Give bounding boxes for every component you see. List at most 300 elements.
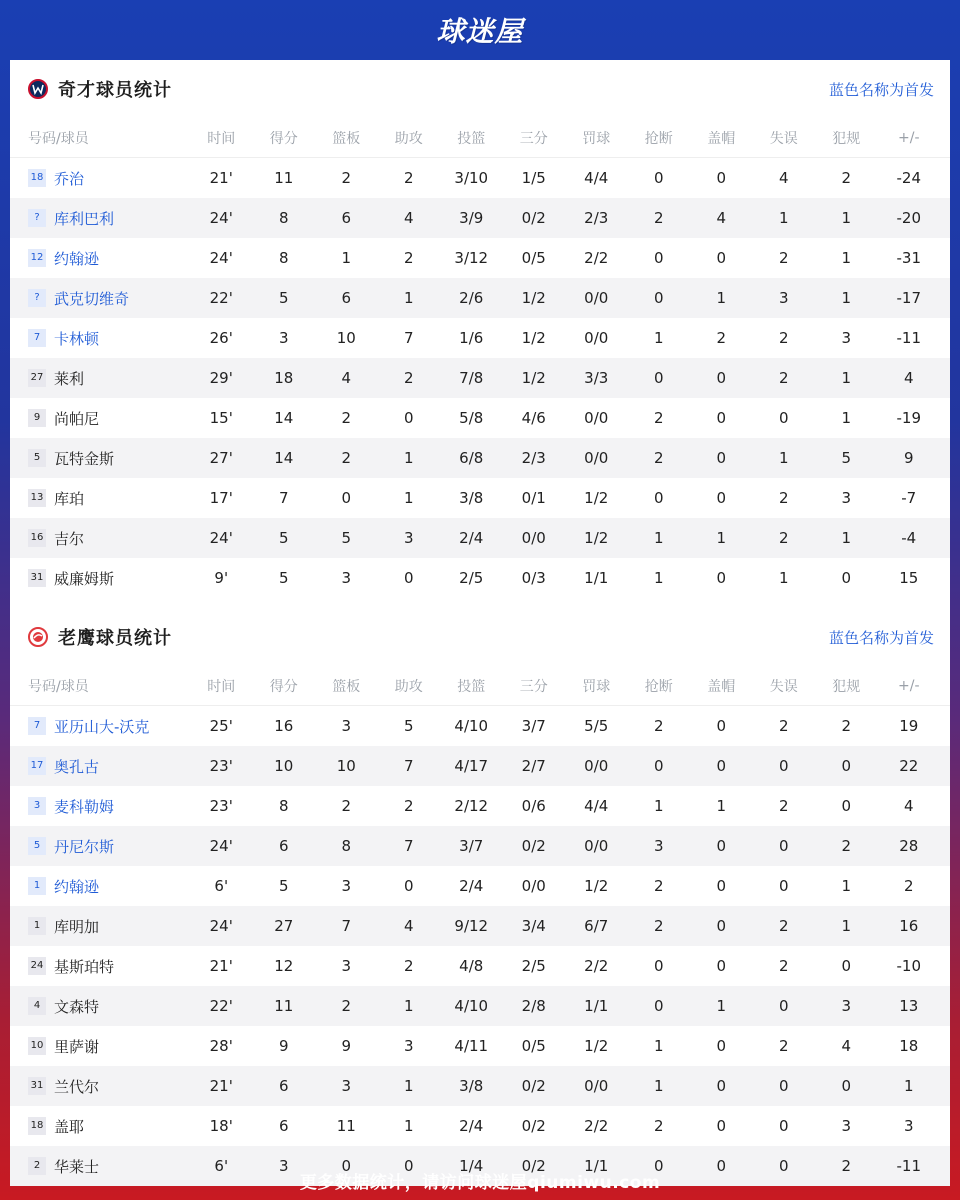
stat-cell: 7 [341,917,352,935]
stat-cell: 15 [899,569,919,587]
player-row[interactable] [10,826,950,866]
stat-cell: 0 [653,249,664,267]
stat-cell: 2 [403,169,414,187]
table-header-row [10,666,950,706]
stat-cell: 0 [716,917,727,935]
player-row[interactable] [10,478,950,518]
stat-cell: 1 [716,289,727,307]
player-row[interactable] [10,238,950,278]
stat-cell: 15' [209,409,233,427]
stat-cell: 0 [716,957,727,975]
stat-cell: 4 [403,209,414,227]
column-header: 号码/球员 [28,130,89,147]
player-name-link[interactable]: 库利巴利 [54,209,115,228]
player-cell [10,716,190,737]
stat-cell: 0/1 [521,489,546,507]
stat-cell: 2 [653,877,664,895]
player-cell [10,1116,190,1137]
stat-cell: 2 [841,717,852,735]
stat-cell: 0/5 [521,1037,546,1055]
player-name-link[interactable]: 约翰逊 [54,249,100,268]
player-row[interactable] [10,318,950,358]
stat-cell: 5 [841,449,852,467]
stat-cell: 3/8 [459,489,484,507]
stat-cell: 2 [716,329,727,347]
jersey-number-badge: 1 [28,877,46,895]
stat-cell: 3 [341,877,352,895]
stat-cell: 11 [336,1117,356,1135]
player-name-link[interactable]: 文森特 [54,997,100,1016]
stat-cell: 0 [653,289,664,307]
stat-cell: -10 [896,957,921,975]
stat-cell: 21' [209,169,233,187]
stat-cell: 0 [341,1157,352,1175]
stat-cell: 6/7 [584,917,609,935]
column-header: 篮板 [332,678,361,695]
jersey-number-badge: 13 [28,489,46,507]
stat-cell: -11 [896,1157,921,1175]
jersey-number-badge: ? [28,209,46,227]
stat-cell: 1 [653,1037,664,1055]
stat-cell: -7 [901,489,917,507]
stat-cell: 5 [278,569,289,587]
footer-text[interactable]: 更多数据统计，请访问球迷屋qiumiwu.com [299,1172,661,1193]
stat-cell: 1 [403,1077,414,1095]
player-row[interactable] [10,438,950,478]
player-row[interactable] [10,1106,950,1146]
player-name-link[interactable]: 库明加 [54,917,100,936]
stat-cell: 0 [716,717,727,735]
jersey-number-badge: 2 [28,1157,46,1175]
stat-cell: 2/5 [521,957,546,975]
stat-cell: 19 [899,717,919,735]
hawks-logo-icon [28,627,48,647]
stat-cell: 1 [653,529,664,547]
player-name-link[interactable]: 武克切维奇 [54,289,130,308]
wizards-logo-icon [28,79,48,99]
player-name-link[interactable]: 盖耶 [54,1117,85,1136]
player-name-link[interactable]: 华莱士 [54,1157,100,1176]
stat-cell: 2/2 [584,1117,609,1135]
jersey-number-badge: 9 [28,409,46,427]
stat-cell: 3 [341,569,352,587]
jersey-number-badge: 10 [28,1037,46,1055]
player-name-link[interactable]: 吉尔 [54,529,85,548]
stat-cell: -19 [896,409,921,427]
stat-cell: 0/0 [521,877,546,895]
column-header: 罚球 [582,678,611,695]
jersey-number-badge: 24 [28,957,46,975]
stat-cell: 2 [778,329,789,347]
stat-cell: 1 [903,1077,914,1095]
jersey-number-badge: 7 [28,329,46,347]
player-name-link[interactable]: 莱利 [54,369,85,388]
column-header: 投篮 [457,678,486,695]
column-header: 盖帽 [707,130,736,147]
team-section [10,608,950,1186]
stat-cell: 0 [841,569,852,587]
stat-cell: 2 [841,169,852,187]
stat-cell: 4 [903,797,914,815]
stat-cell: 2/2 [584,957,609,975]
jersey-number-badge: 1 [28,917,46,935]
player-name-link[interactable]: 卡林顿 [54,329,100,348]
player-cell [10,568,190,589]
stat-cell: 1 [778,569,789,587]
stat-cell: 6 [278,837,289,855]
jersey-number-badge: 31 [28,569,46,587]
column-header: 得分 [269,130,298,147]
stat-cell: 14 [274,449,294,467]
stat-cell: 21' [209,1077,233,1095]
jersey-number-badge: 27 [28,369,46,387]
stat-cell: 1 [841,369,852,387]
player-name-link[interactable]: 基斯珀特 [54,957,115,976]
stat-cell: 0 [778,757,789,775]
stat-cell: 0 [841,1077,852,1095]
stat-cell: 1/2 [521,289,546,307]
stat-cell: 2 [341,409,352,427]
stat-cell: 1 [778,449,789,467]
player-name-link[interactable]: 乔治 [54,169,85,188]
stat-cell: 2/2 [584,249,609,267]
stat-cell: 8 [341,837,352,855]
stat-cell: 8 [278,209,289,227]
player-cell [10,1076,190,1097]
stat-cell: 2/7 [521,757,546,775]
stat-cell: 2 [778,917,789,935]
player-cell [10,528,190,549]
stat-cell: 7 [278,489,289,507]
player-row[interactable] [10,706,950,746]
stat-cell: 2 [403,957,414,975]
stat-cell: 13 [899,997,919,1015]
stat-cell: 0 [716,449,727,467]
player-name-link[interactable]: 兰代尔 [54,1077,100,1096]
stat-cell: 0 [653,997,664,1015]
player-name-link[interactable]: 亚历山大-沃克 [54,717,150,736]
stat-cell: 0 [403,569,414,587]
player-cell [10,836,190,857]
stat-cell: 2 [653,409,664,427]
stat-cell: 0/0 [584,289,609,307]
stat-cell: 3/8 [459,1077,484,1095]
stat-cell: 2 [778,797,789,815]
stat-cell: 2 [778,1037,789,1055]
player-name-link[interactable]: 瓦特金斯 [54,449,115,468]
stat-cell: 0 [716,369,727,387]
stat-cell: -31 [896,249,921,267]
stat-cell: 1 [841,409,852,427]
stat-cell: 2/4 [459,1117,484,1135]
stat-cell: 0 [716,169,727,187]
player-cell [10,876,190,897]
stat-cell: 3 [403,529,414,547]
stat-cell: 1 [841,289,852,307]
column-header: 失误 [769,130,798,147]
stat-cell: 9' [214,569,229,587]
team-title [28,624,172,650]
player-row[interactable] [10,946,950,986]
stat-cell: -24 [896,169,921,187]
stat-cell: 24' [209,209,233,227]
column-header: 时间 [207,678,236,695]
column-header: 犯规 [832,130,861,147]
stat-cell: 1 [841,917,852,935]
stat-cell: 2 [653,717,664,735]
stat-cell: 8 [278,249,289,267]
player-row[interactable] [10,1026,950,1066]
stat-cell: 1/6 [459,329,484,347]
stat-cell: 3/7 [459,837,484,855]
stat-cell: 0 [841,797,852,815]
stat-cell: 2 [653,917,664,935]
player-cell [10,248,190,269]
stat-cell: 23' [209,757,233,775]
stat-cell: 18 [274,369,294,387]
stat-cell: 2/4 [459,529,484,547]
stat-cell: 2 [341,449,352,467]
stat-cell: 1/1 [584,1157,609,1175]
player-name-link[interactable]: 威廉姆斯 [54,569,115,588]
player-cell [10,448,190,469]
stat-cell: 0 [716,409,727,427]
stat-cell: 9 [903,449,914,467]
player-row[interactable] [10,518,950,558]
stat-cell: 1 [841,249,852,267]
stat-cell: 3 [903,1117,914,1135]
jersey-number-badge: ? [28,289,46,307]
stat-cell: 10 [336,329,356,347]
stat-cell: 2/8 [521,997,546,1015]
stat-cell: 6' [214,877,229,895]
stat-cell: 0 [653,369,664,387]
stat-cell: 3/7 [521,717,546,735]
jersey-number-badge: 3 [28,797,46,815]
stat-cell: 4 [403,917,414,935]
stat-cell: 24' [209,917,233,935]
player-cell [10,756,190,777]
player-row[interactable] [10,398,950,438]
stat-cell: 4 [841,1037,852,1055]
player-cell [10,408,190,429]
stat-cell: 18 [899,1037,919,1055]
stat-cell: 0/2 [521,1157,546,1175]
stat-cell: 1/2 [521,369,546,387]
table-header-row [10,118,950,158]
stat-cell: 0/0 [584,757,609,775]
stat-cell: 8 [278,797,289,815]
player-name-link[interactable]: 丹尼尔斯 [54,837,115,856]
stat-cell: 4 [341,369,352,387]
stat-cell: 24' [209,837,233,855]
stat-cell: 1 [841,529,852,547]
stat-cell: 4/8 [459,957,484,975]
team-title [28,76,172,102]
stat-cell: 3/10 [454,169,489,187]
player-cell [10,796,190,817]
stat-cell: 27' [209,449,233,467]
stat-cell: 4 [716,209,727,227]
stat-cell: 2 [653,449,664,467]
player-row[interactable] [10,158,950,198]
section-header [10,60,950,118]
stat-cell: 2 [778,489,789,507]
stat-cell: 0 [778,837,789,855]
stat-cell: 5 [278,529,289,547]
stat-cell: 1/2 [584,529,609,547]
stat-cell: 4/11 [454,1037,489,1055]
column-header: 抢断 [644,678,673,695]
player-cell [10,996,190,1017]
stat-cell: 6' [214,1157,229,1175]
stat-cell: 0/0 [584,1077,609,1095]
player-cell [10,208,190,229]
stat-cell: 17' [209,489,233,507]
stat-cell: 1 [653,569,664,587]
stat-cell: 0/0 [584,409,609,427]
stat-cell: 0 [653,957,664,975]
team-section [10,60,950,598]
player-cell [10,488,190,509]
stat-cell: 7 [403,757,414,775]
footer-banner[interactable] [0,1160,960,1200]
stat-cell: 21' [209,957,233,975]
player-name-link[interactable]: 里萨谢 [54,1037,100,1056]
stat-cell: 2 [341,169,352,187]
section-header [10,608,950,666]
stat-cell: 26' [209,329,233,347]
section-divider [10,598,950,608]
column-header: 助攻 [394,678,423,695]
team-stats-title: 奇才球员统计 [58,80,172,101]
player-row[interactable] [10,558,950,598]
player-row[interactable] [10,746,950,786]
stat-cell: 12 [274,957,294,975]
player-row[interactable] [10,278,950,318]
stat-cell: 9 [278,1037,289,1055]
stat-cell: 2/3 [521,449,546,467]
jersey-number-badge: 18 [28,169,46,187]
stat-cell: 3 [341,717,352,735]
brand-logo: 球迷屋 [436,15,524,48]
stat-cell: 2 [341,997,352,1015]
stat-cell: 1 [403,449,414,467]
stat-cell: 4/4 [584,169,609,187]
stat-cell: 0/3 [521,569,546,587]
stat-cell: 4/10 [454,997,489,1015]
player-name-link[interactable]: 奥孔古 [54,757,100,776]
jersey-number-badge: 18 [28,1117,46,1135]
column-header: 抢断 [644,130,673,147]
player-cell [10,168,190,189]
column-header: +/- [898,677,920,694]
player-row[interactable] [10,1066,950,1106]
stat-cell: 0/0 [521,529,546,547]
stat-cell: 2/3 [584,209,609,227]
jersey-number-badge: 4 [28,997,46,1015]
stat-cell: 3/9 [459,209,484,227]
stat-cell: 0 [716,569,727,587]
stat-cell: 5/8 [459,409,484,427]
stat-cell: 0 [716,1077,727,1095]
stat-cell: 7 [403,837,414,855]
stat-cell: 2 [341,797,352,815]
stat-cell: -11 [896,329,921,347]
stat-cell: 9 [341,1037,352,1055]
stat-cell: 1 [341,249,352,267]
stat-cell: 0 [778,1157,789,1175]
stat-cell: 2 [653,209,664,227]
stat-cell: 1 [841,209,852,227]
stat-cell: 0 [716,1117,727,1135]
stat-cell: 2 [778,717,789,735]
stat-cell: 3 [778,289,789,307]
player-row[interactable] [10,198,950,238]
stat-cell: 3 [841,489,852,507]
player-name-link[interactable]: 库珀 [54,489,85,508]
stat-cell: 1 [403,289,414,307]
stat-cell: 3/4 [521,917,546,935]
stat-cell: 3 [278,1157,289,1175]
player-row[interactable] [10,906,950,946]
jersey-number-badge: 5 [28,449,46,467]
stat-cell: 6/8 [459,449,484,467]
stat-cell: 1 [403,1117,414,1135]
player-name-link[interactable]: 麦科勒姆 [54,797,115,816]
player-row[interactable] [10,866,950,906]
stat-cell: 23' [209,797,233,815]
column-header: 号码/球员 [28,678,89,695]
stat-cell: 7/8 [459,369,484,387]
stat-cell: 22' [209,289,233,307]
player-cell [10,328,190,349]
stat-cell: 2 [403,369,414,387]
stat-cell: 0 [403,1157,414,1175]
stat-cell: 0 [778,997,789,1015]
stat-cell: 1/1 [584,569,609,587]
player-cell [10,288,190,309]
stat-cell: 2 [841,1157,852,1175]
stat-cell: 0/2 [521,209,546,227]
player-row[interactable] [10,358,950,398]
stat-cell: 3 [653,837,664,855]
player-row[interactable] [10,786,950,826]
column-header: 罚球 [582,130,611,147]
column-header: 时间 [207,130,236,147]
stats-card [10,60,950,1176]
stat-cell: 1 [716,997,727,1015]
stat-cell: 10 [274,757,294,775]
stat-cell: 14 [274,409,294,427]
player-row[interactable] [10,986,950,1026]
stat-cell: 11 [274,997,294,1015]
stat-cell: 9/12 [454,917,489,935]
column-header: 失误 [769,678,798,695]
stat-cell: 22' [209,997,233,1015]
stat-cell: 0 [716,757,727,775]
starter-legend-note: 蓝色名称为首发 [828,628,934,647]
player-name-link[interactable]: 约翰逊 [54,877,100,896]
stat-cell: 2 [841,837,852,855]
stat-cell: 2 [778,529,789,547]
stat-cell: 7 [403,329,414,347]
stat-cell: 18' [209,1117,233,1135]
player-name-link[interactable]: 尚帕尼 [54,409,100,428]
player-cell [10,956,190,977]
stat-cell: 28' [209,1037,233,1055]
stat-cell: 0 [653,757,664,775]
